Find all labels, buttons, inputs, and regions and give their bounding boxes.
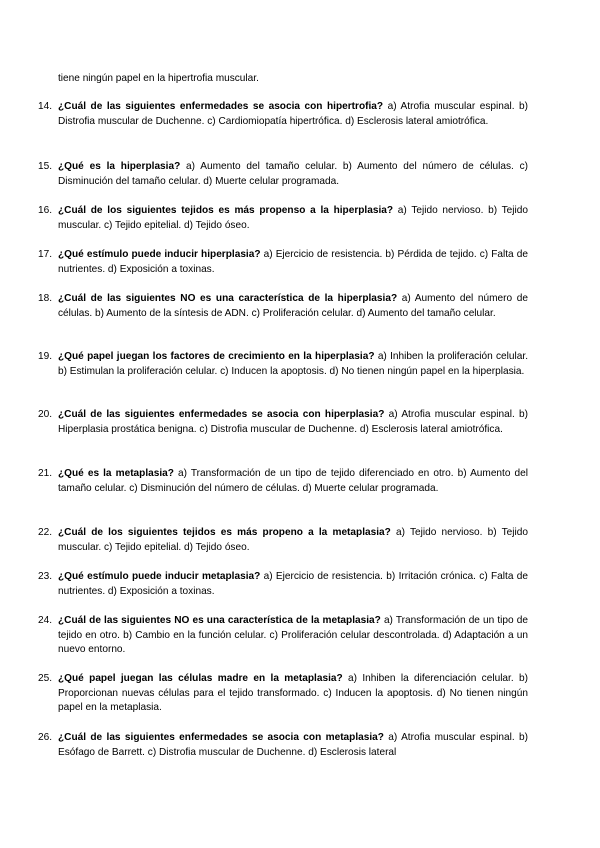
question-options: a) Atrofia muscular espinal. b) Distrofia muscular de Duchenne. c) Cardiomiopatía hipertrófica. d) Esclerosis lateral amiotrófica.: [58, 101, 528, 127]
question-stem: ¿Qué estímulo puede inducir hiperplasia?: [58, 249, 261, 260]
question-options: a) Ejercicio de resistencia. b) Irritación crónica. c) Falta de nutrientes. d) Exposición a toxinas.: [58, 571, 528, 597]
question-number: 17.: [38, 249, 53, 260]
question-options: a) Aumento del número de células. b) Aumento de la síntesis de ADN. c) Proliferación celular. d) Aumento del tamaño celular.: [58, 293, 529, 319]
question-number: 24.: [38, 615, 53, 626]
question-stem: ¿Cuál de los siguientes tejidos es más propeno a la metaplasia?: [58, 527, 391, 538]
question-19: [38, 350, 528, 379]
question-20: [38, 408, 528, 437]
question-stem: ¿Cuál de las siguientes NO es una característica de la hiperplasia?: [58, 293, 398, 304]
question-stem: ¿Qué papel juegan los factores de crecimiento en la hiperplasia?: [58, 351, 375, 362]
question-options: a) Aumento del tamaño celular. b) Aumento del número de células. c) Disminución del tamaño celular. d) Muerte celular programada.: [58, 161, 528, 187]
question-options: a) Inhiben la diferenciación celular. b) Proporcionan nuevas células para el tejido transformado. c) Inducen la apoptosis. d) No tienen ningún papel en la metaplasia.: [58, 673, 528, 713]
question-25: [38, 672, 528, 716]
question-number: 19.: [38, 351, 53, 362]
question-14: [38, 100, 528, 129]
question-number: 21.: [38, 468, 53, 479]
question-options: a) Atrofia muscular espinal. b) Hiperplasia prostática benigna. c) Distrofia muscular de Duchenne. d) Esclerosis lateral amiotrófica.: [58, 409, 528, 435]
question-15: [38, 160, 528, 189]
question-options: a) Tejido nervioso. b) Tejido muscular. c) Tejido epitelial. d) Tejido óseo.: [58, 205, 528, 231]
question-options: a) Transformación de un tipo de tejido diferenciado en otro. b) Aumento del tamaño celular. c) Disminución del número de células. d) Muerte celular programada.: [58, 468, 528, 494]
question-24: [38, 614, 528, 658]
question-number: 15.: [38, 161, 53, 172]
question-stem: ¿Cuál de las siguientes NO es una característica de la metaplasia?: [58, 615, 381, 626]
question-number: 22.: [38, 527, 53, 538]
question-16: [38, 204, 528, 233]
question-stem: ¿Qué es la metaplasia?: [58, 468, 174, 479]
question-26: [38, 731, 528, 760]
question-18: [38, 292, 528, 321]
question-stem: ¿Cuál de los siguientes tejidos es más propenso a la hiperplasia?: [58, 205, 394, 216]
question-stem: ¿Cuál de las siguientes enfermedades se asocia con hipertrofia?: [58, 101, 384, 112]
question-stem: ¿Cuál de las siguientes enfermedades se asocia con hiperplasia?: [58, 409, 385, 420]
question-number: 23.: [38, 571, 53, 582]
question-number: 26.: [38, 732, 53, 743]
question-number: 16.: [38, 205, 53, 216]
question-stem: ¿Qué es la hiperplasia?: [58, 161, 181, 172]
question-stem: ¿Qué papel juegan las células madre en la metaplasia?: [58, 673, 343, 684]
continuation-text: tiene ningún papel en la hipertrofia muscular.: [58, 73, 259, 84]
question-number: 14.: [38, 101, 53, 112]
question-options: a) Transformación de un tipo de tejido en otro. b) Cambio en la función celular. c) Proliferación celular descontrolada. d) Adaptación a un nuevo entorno.: [58, 615, 528, 655]
question-23: [38, 570, 528, 599]
question-17: [38, 248, 528, 277]
question-options: a) Inhiben la proliferación celular. b) Estimulan la proliferación celular. c) Inducen la apoptosis. d) No tienen ningún papel en la hiperplasia.: [58, 351, 528, 377]
question-options: a) Atrofia muscular espinal. b) Esófago de Barrett. c) Distrofia muscular de Duchenne. d) Esclerosis lateral: [58, 732, 528, 758]
question-21: [38, 467, 528, 496]
question-options: a) Ejercicio de resistencia. b) Pérdida de tejido. c) Falta de nutrientes. d) Exposición a toxinas.: [58, 249, 528, 275]
question-number: 18.: [38, 293, 53, 304]
question-number: 20.: [38, 409, 53, 420]
question-stem: ¿Cuál de las siguientes enfermedades se asocia con metaplasia?: [58, 732, 384, 743]
question-number: 25.: [38, 673, 53, 684]
question-stem: ¿Qué estímulo puede inducir metaplasia?: [58, 571, 261, 582]
question-22: [38, 526, 528, 555]
question-options: a) Tejido nervioso. b) Tejido muscular. c) Tejido epitelial. d) Tejido óseo.: [58, 527, 528, 553]
